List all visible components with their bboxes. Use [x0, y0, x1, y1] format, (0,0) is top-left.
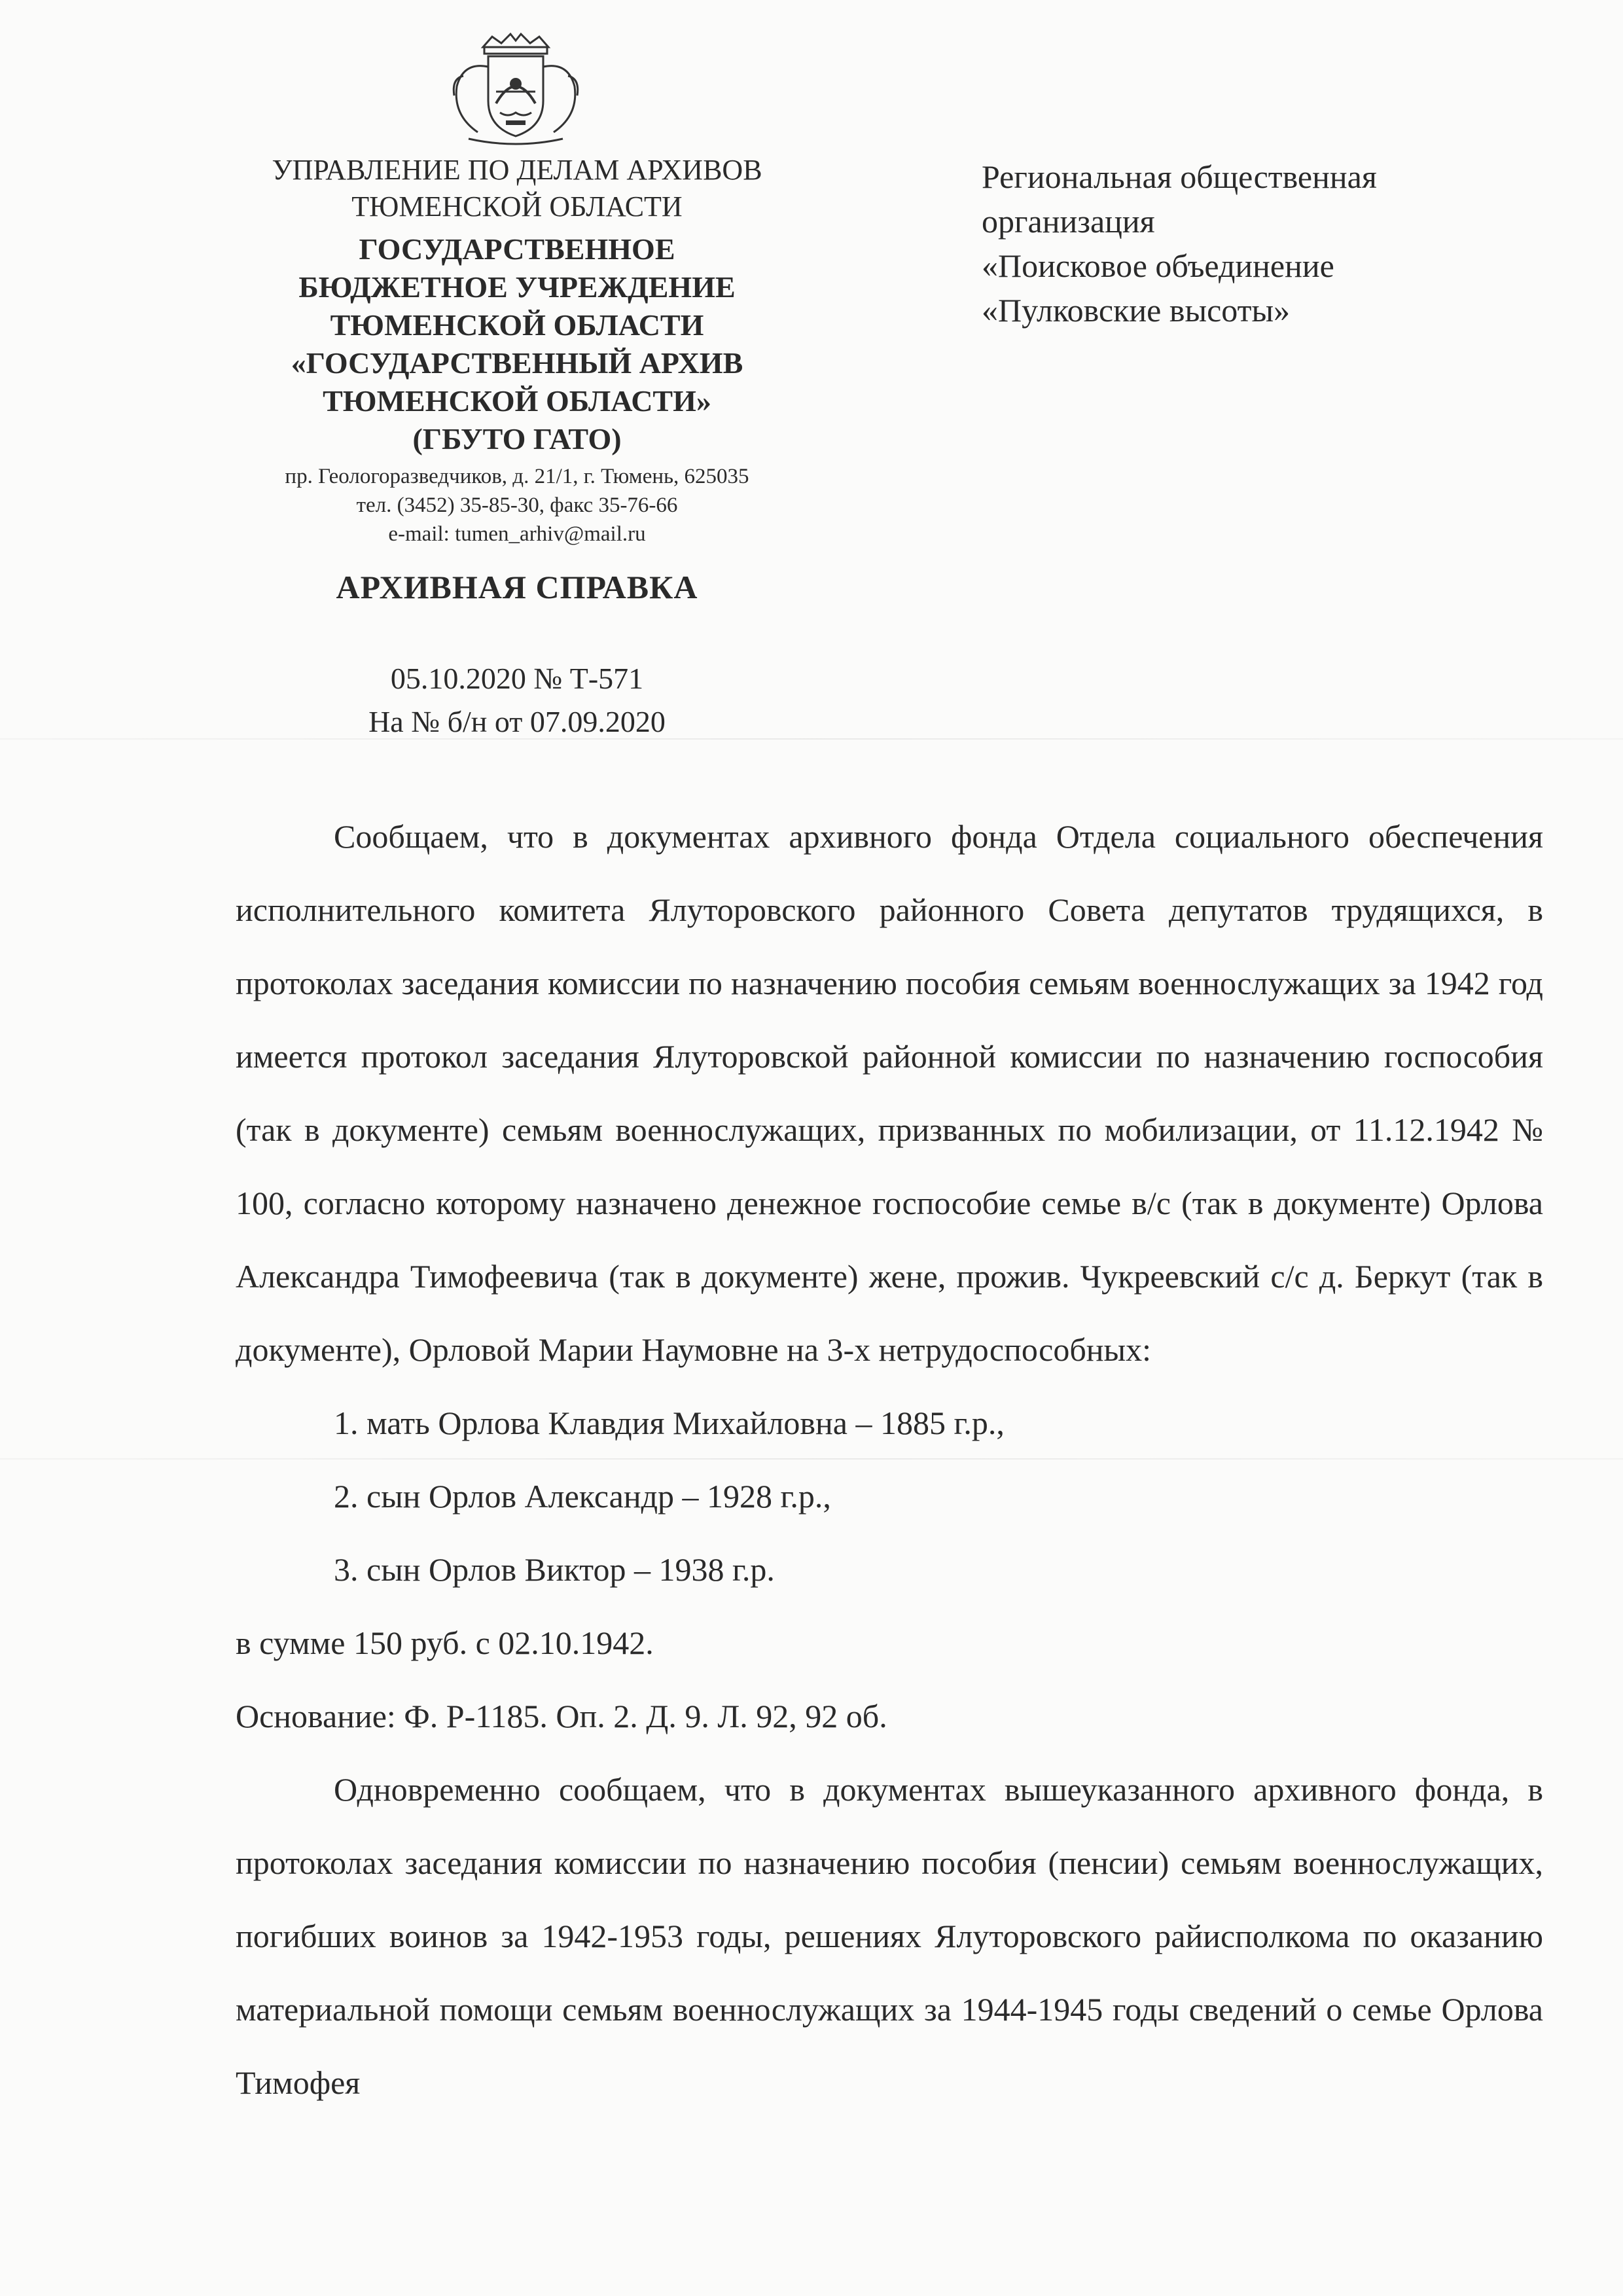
list-item: 1. мать Орлова Клавдия Михайловна – 1885 г.р.,	[334, 1405, 1005, 1441]
body-paragraph-2: Одновременно сообщаем, что в документах вышеуказанного архивного фонда, в протоколах заседания комиссии по назначению пособия (пенсии) семьям военнослужащих, погибших воинов за 1942-1953 годы, решениях Ялуторовского райисполкома по оказанию материальной помощи семьям военнослужащих за 1944-1945 годы сведений о семье Орлова Тимофея	[236, 1771, 1543, 2101]
email-line: e-mail: tumen_arhiv@mail.ru	[388, 522, 646, 546]
list-item: 3. сын Орлов Виктор – 1938 г.р.	[334, 1551, 775, 1588]
addressee-block: Региональная общественная организация «Поисковое объединение «Пулковские высоты»	[982, 158, 1377, 329]
phone-line: тел. (3452) 35-85-30, факс 35-76-66	[356, 493, 678, 517]
document-body	[236, 800, 1543, 2119]
address-line: пр. Геологоразведчиков, д. 21/1, г. Тюмень, 625035	[285, 465, 749, 488]
organization-contacts	[209, 462, 825, 548]
document-references	[209, 657, 825, 744]
ministry-name: УПРАВЛЕНИЕ ПО ДЕЛАМ АРХИВОВ ТЮМЕНСКОЙ ОБЛАСТИ	[272, 154, 762, 223]
organization-name: ГОСУДАРСТВЕННОЕ БЮДЖЕТНОЕ УЧРЕЖДЕНИЕ ТЮМЕНСКОЙ ОБЛАСТИ «ГОСУДАРСТВЕННЫЙ АРХИВ ТЮМЕНСКОЙ ОБЛАСТИ» (ГБУТО ГАТО)	[291, 232, 743, 456]
in-reply-to: На № б/н от 07.09.2020	[368, 705, 666, 738]
document-title: АРХИВНАЯ СПРАВКА	[336, 569, 698, 605]
date-number: 05.10.2020 № Т-571	[390, 662, 644, 695]
body-paragraph-1: Сообщаем, что в документах архивного фонда Отдела социального обеспечения исполнительного комитета Ялуторовского районного Совета депутатов трудящихся, в протоколах заседания комиссии по назначению пособия семьям военнослужащих за 1942 год имеется протокол заседания Ялуторовской районной комиссии по назначению госпособия (так в документе) семьям военнослужащих, призванных по мобилизации, от 11.12.1942 № 100, согласно которому назначено денежное госпособие семье в/с (так в документе) Орлова Александра Тимофеевича (так в документе) жене, прожив. Чукреевский с/с д. Беркут (так в документе), Орловой Марии Наумовне на 3-х нетрудоспособных:	[236, 818, 1543, 1368]
basis-line: Основание: Ф. Р-1185. Оп. 2. Д. 9. Л. 92, 92 об.	[236, 1698, 887, 1734]
coat-of-arms-emblem	[437, 24, 594, 148]
list-item: 2. сын Орлов Александр – 1928 г.р.,	[334, 1478, 831, 1515]
amount-line: в сумме 150 руб. с 02.10.1942.	[236, 1624, 654, 1661]
